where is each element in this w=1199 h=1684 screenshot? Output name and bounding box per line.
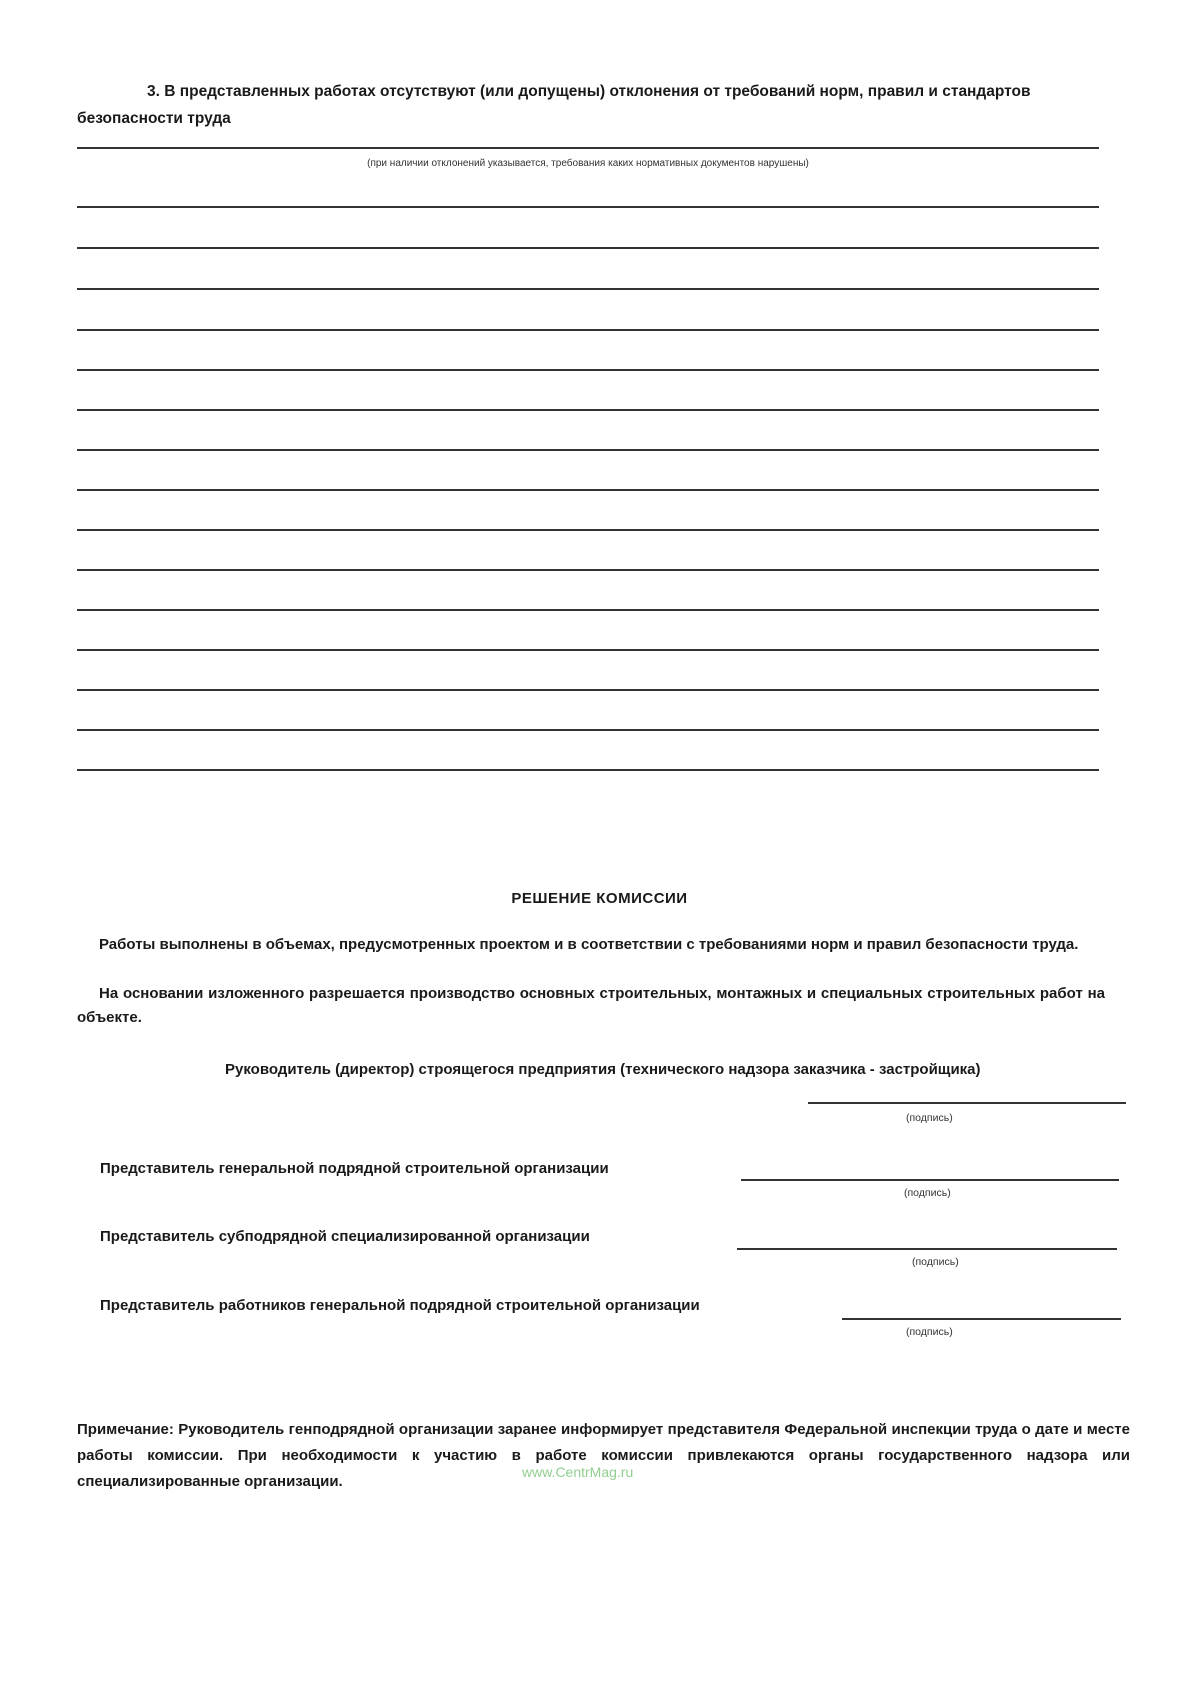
blank-line (77, 288, 1099, 290)
blank-line (77, 649, 1099, 651)
blank-line (77, 329, 1099, 331)
workers-signature-label: Представитель работников генеральной подрядной строительной организации (100, 1297, 700, 1314)
signature-caption: (подпись) (906, 1112, 953, 1124)
deviation-hint: (при наличии отклонений указывается, требования каких нормативных документов нарушены) (367, 158, 809, 169)
blank-line (77, 569, 1099, 571)
section-3-text: 3. В представленных работах отсутствуют (или допущены) отклонения от требований норм, правил и стандартов безопасности труда (77, 83, 1031, 127)
blank-line (77, 529, 1099, 531)
general-contractor-signature-label: Представитель генеральной подрядной строительной организации (100, 1160, 609, 1177)
decision-heading: РЕШЕНИЕ КОМИССИИ (511, 890, 688, 907)
blank-line (77, 147, 1099, 149)
signature-caption: (подпись) (912, 1256, 959, 1268)
general-contractor-signature-line (741, 1179, 1119, 1181)
director-signature-label: Руководитель (директор) строящегося предприятия (технического надзора заказчика - застройщика) (225, 1061, 981, 1078)
subcontractor-signature-label: Представитель субподрядной специализированной организации (100, 1228, 590, 1245)
blank-line (77, 206, 1099, 208)
watermark: www.CentrMag.ru (522, 1464, 634, 1480)
blank-line (77, 449, 1099, 451)
director-signature-line (808, 1102, 1126, 1104)
signature-caption: (подпись) (904, 1187, 951, 1199)
blank-line (77, 247, 1099, 249)
signature-caption: (подпись) (906, 1326, 953, 1338)
blank-line (77, 689, 1099, 691)
decision-paragraph-2: На основании изложенного разрешается производство основных строительных, монтажных и специальных строительных работ на объекте. (77, 985, 1105, 1026)
note-text: Примечание: Руководитель генподрядной организации заранее информирует представителя Федеральной инспекции труда о дате и месте работы комиссии. При необходимости к участию в работе комиссии привлекаются органы государственного надзора или специализированные организации. (77, 1421, 1130, 1490)
blank-line (77, 609, 1099, 611)
blank-line (77, 409, 1099, 411)
blank-line (77, 369, 1099, 371)
blank-line (77, 489, 1099, 491)
subcontractor-signature-line (737, 1248, 1117, 1250)
blank-line (77, 729, 1099, 731)
decision-paragraph-1: Работы выполнены в объемах, предусмотренных проектом и в соответствии с требованиями норм и правил безопасности труда. (99, 936, 1079, 953)
blank-line (77, 769, 1099, 771)
workers-signature-line (842, 1318, 1121, 1320)
